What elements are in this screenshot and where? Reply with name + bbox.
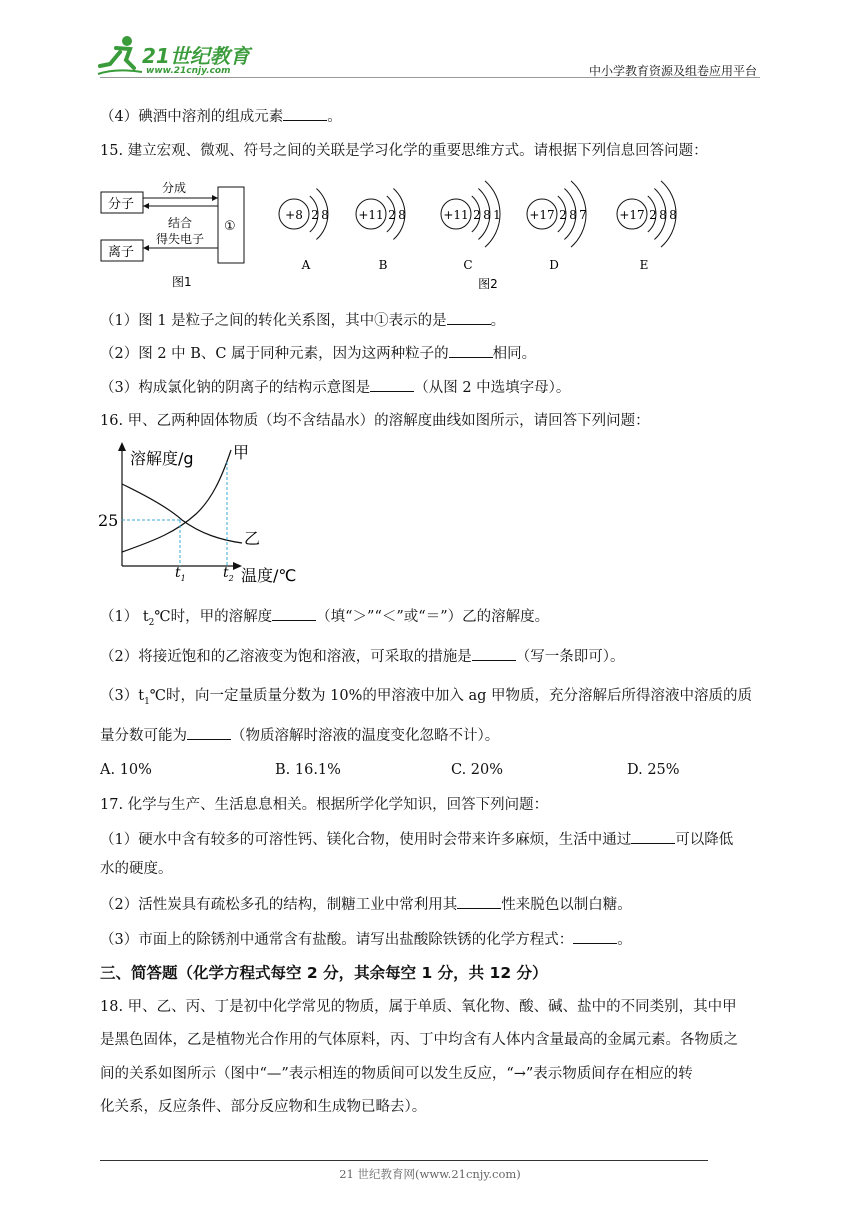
shell-electron-count: 2 (473, 208, 481, 222)
answer-blank (631, 829, 675, 844)
header-platform-text: 中小学教育资源及组卷应用平台 (588, 64, 757, 78)
atom-label: A (301, 258, 311, 272)
footer-rule (100, 1160, 708, 1161)
q16-1-end: （填“＞”“＜”或“＝”）乙的溶解度。 (316, 609, 550, 625)
figure-2 (270, 174, 710, 289)
figure-1 (100, 178, 250, 288)
shell-electron-count: 2 (388, 208, 396, 222)
y-axis-arrow (118, 442, 126, 451)
series-jia-label: 甲 (233, 443, 250, 462)
atom-d (527, 181, 587, 272)
q15-2-text: （2）图 2 中 B、C 属于同种元素，因为这两种粒子的 (100, 346, 449, 362)
q15-3-end: （从图 2 中选填字母）。 (414, 380, 571, 396)
q16-3-line2 (100, 725, 499, 746)
fig2-caption: 图2 (478, 277, 498, 289)
chart-y-tick-25: 25 (98, 511, 119, 530)
q16-3-text: （3）t (100, 688, 145, 704)
atom-a (279, 189, 329, 273)
q16-2-end: （写一条即可）。 (515, 649, 625, 665)
q16-1 (100, 606, 549, 633)
q18-line4: 化关系，反应条件、部分反应物和生成物已略去）。 (100, 1099, 427, 1115)
option-c: C. 20% (451, 762, 504, 778)
q17-2 (100, 894, 632, 915)
shell-electron-count: 8 (659, 208, 667, 222)
shell-electron-count: 8 (669, 208, 677, 222)
q17-1-text: （1）硬水中含有较多的可溶性钙、镁化合物，使用时会带来许多麻烦，生活中通过 (100, 832, 632, 848)
q16-stem: 16. 甲、乙两种固体物质（均不含结晶水）的溶解度曲线如图所示，请回答下列问题： (100, 413, 650, 429)
nucleus-charge: +11 (443, 208, 469, 222)
q17-3-text: （3）市面上的除锈剂中通常含有盐酸。请写出盐酸除铁锈的化学方程式： (100, 932, 574, 948)
solubility-chart (96, 440, 311, 590)
runner-logo-icon (96, 34, 146, 78)
q16-3-text-c: 量分数可能为 (100, 728, 187, 744)
fig1-caption: 图1 (172, 275, 192, 288)
atom-label: B (378, 258, 388, 272)
nucleus-charge: +17 (529, 208, 555, 222)
q17-1-line1 (100, 829, 733, 850)
logo-text: 21世纪教育 (142, 44, 250, 68)
atom-c (441, 181, 501, 272)
shell-electron-count: 2 (559, 208, 567, 222)
atom-label: C (463, 258, 473, 272)
header-logo (96, 34, 266, 78)
series-yi-curve (122, 484, 242, 543)
q15-2 (100, 343, 536, 364)
q14-4-text: （4）碘酒中溶剂的组成元素 (100, 109, 284, 125)
q15-1 (100, 310, 505, 331)
q17-2-text: （2）活性炭具有疏松多孔的结构，制糖工业中常利用其 (100, 897, 458, 913)
chart-x-tick-t2: $t_2$ (223, 565, 234, 583)
fig1-combine-label: 结合 (168, 216, 193, 230)
atom-label: E (639, 258, 649, 272)
fig1-form-label: 分成 (162, 181, 187, 195)
fig1-ion-label: 离子 (108, 245, 135, 260)
answer-blank (370, 377, 414, 392)
q16-3-text-b: ℃时，向一定量质量分数为 10%的甲溶液中加入 ag 甲物质，充分溶解后所得溶液中溶质的质 (149, 688, 752, 704)
nucleus-charge: +8 (285, 208, 303, 222)
q16-1-text: （1） t (100, 609, 149, 625)
shell-electron-count: 8 (569, 208, 577, 222)
q17-3 (100, 929, 632, 950)
answer-blank (573, 929, 617, 944)
shell-electron-count: 2 (311, 208, 319, 222)
q15-3-text: （3）构成氯化钠的阴离子的结构示意图是 (100, 380, 371, 396)
answer-blank (449, 343, 493, 358)
q18-line1: 18. 甲、乙、丙、丁是初中化学常见的物质，属于单质、氧化物、酸、碱、盐中的不同类别，其中甲 (100, 999, 737, 1015)
atom-label: D (549, 258, 559, 272)
answer-blank (472, 646, 516, 661)
q17-stem: 17. 化学与生产、生活息息相关。根据所学化学知识，回答下列问题： (100, 797, 549, 813)
footer-text: 21 世纪教育网(www.21cnjy.com) (339, 1167, 521, 1181)
shell-electron-count: 1 (493, 208, 501, 222)
q15-2-end: 相同。 (492, 346, 537, 362)
shell-electron-count: 8 (398, 208, 406, 222)
series-yi-label: 乙 (244, 529, 261, 548)
nucleus-charge: +17 (619, 208, 645, 222)
q15-stem: 15. 建立宏观、微观、符号之间的关联是学习化学的重要思维方式。请根据下列信息回答问题： (100, 143, 708, 159)
q15-1-end: 。 (490, 313, 506, 329)
answer-blank (447, 310, 491, 325)
q18-line2: 是黑色固体，乙是植物光合作用的气体原料，丙、丁中均含有人体内含量最高的金属元素。各物质之 (100, 1032, 738, 1048)
q15-1-text: （1）图 1 是粒子之间的转化关系图，其中①表示的是 (100, 313, 447, 329)
q16-3-line1 (100, 686, 752, 712)
logo-url: www.21cnjy.com (146, 66, 231, 76)
q16-2 (100, 646, 624, 667)
q16-3-sub: 1 (144, 696, 150, 707)
option-a: A. 10% (100, 762, 152, 778)
q17-1-text-b: 可以降低 (675, 832, 734, 848)
shell-electron-count: 8 (321, 208, 329, 222)
answer-blank (283, 106, 327, 121)
answer-blank (457, 894, 501, 909)
q17-2-end: 性来脱色以制白糖。 (501, 897, 632, 913)
section-3-heading: 三、简答题（化学方程式每空 2 分，其余每空 1 分，共 12 分） (100, 964, 548, 982)
q14-4-end: 。 (327, 109, 342, 125)
q14-4 (100, 106, 342, 127)
shell-electron-count: 8 (483, 208, 491, 222)
nucleus-charge: +11 (358, 208, 384, 222)
chart-ylabel: 溶解度/g (130, 449, 194, 468)
shell-electron-count: 2 (649, 208, 657, 222)
answer-blank (272, 606, 316, 621)
q17-1-line2: 水的硬度。 (100, 861, 173, 877)
q16-3-end: （物质溶解时溶液的温度变化忽略不计）。 (231, 728, 500, 744)
shell-electron-count: 7 (579, 208, 587, 222)
answer-blank (187, 725, 231, 740)
atom-e (617, 181, 677, 272)
option-d: D. 25% (627, 762, 680, 778)
fig1-gain-lose-label: 得失电子 (156, 232, 205, 246)
q15-3 (100, 377, 570, 398)
q17-3-end: 。 (617, 932, 632, 948)
q16-1-sub: 2 (148, 617, 155, 628)
chart-xlabel: 温度/℃ (241, 566, 297, 585)
header-rule (100, 77, 760, 78)
chart-x-tick-t1: $t_1$ (175, 565, 186, 583)
atom-b (356, 189, 406, 273)
fig1-molecule-label: 分子 (108, 197, 135, 212)
q18-line3: 间的关系如图所示（图中“—”表示相连的物质间可以发生反应，“→”表示物质间存在相应的转 (100, 1066, 693, 1082)
fig1-circle-label: ① (224, 219, 236, 234)
option-b: B. 16.1% (275, 762, 341, 778)
q16-2-text: （2）将接近饱和的乙溶液变为饱和溶液，可采取的措施是 (100, 649, 472, 665)
q16-1-text-b: ℃时，甲的溶解度 (154, 609, 273, 625)
